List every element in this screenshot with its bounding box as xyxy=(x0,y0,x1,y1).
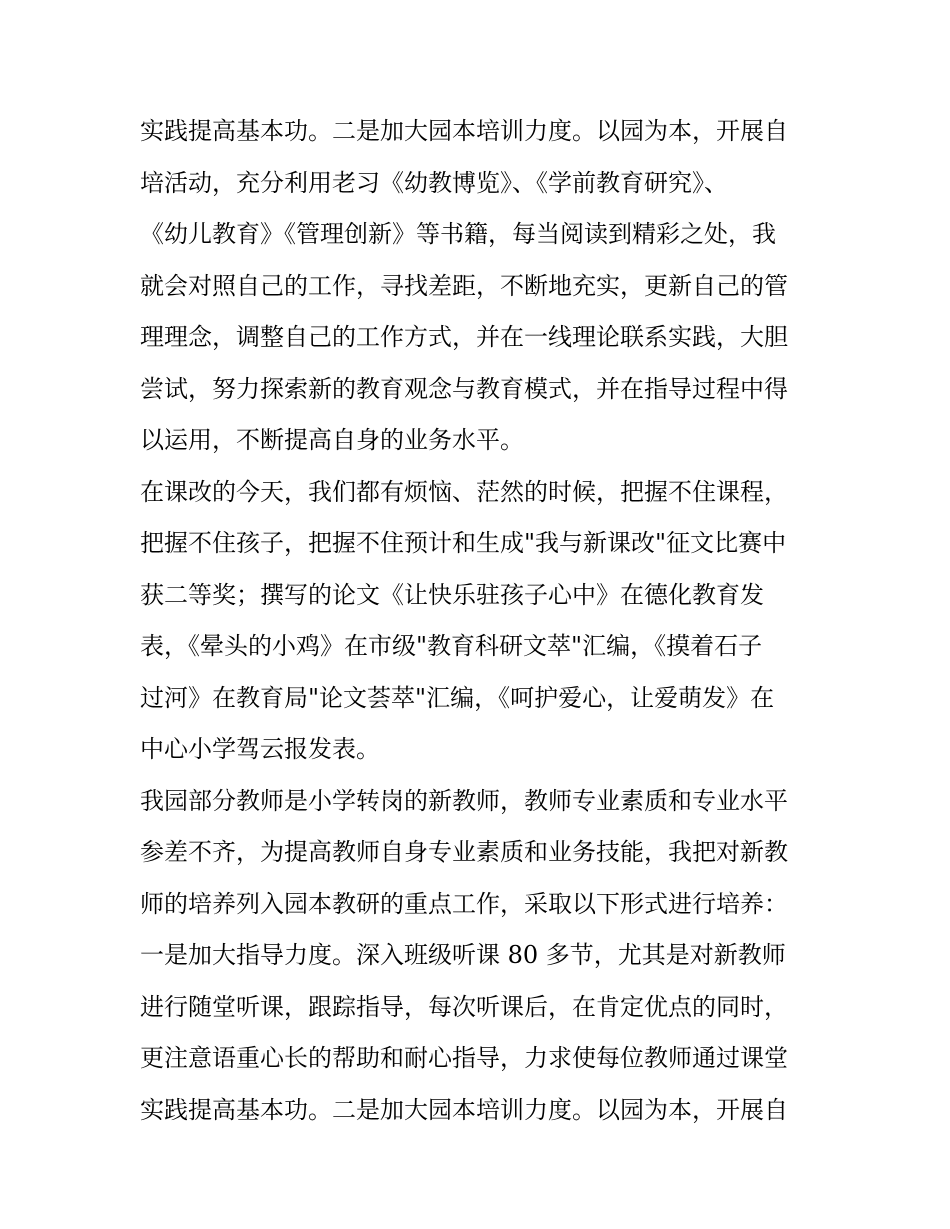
text-line: 把握不住孩子，把握不住预计和生成"我与新课改"征文比赛中 xyxy=(140,529,787,557)
text-line: 理理念，调整自己的工作方式，并在一线理论联系实践，大胆 xyxy=(140,323,788,351)
text-line: 师的培养列入园本教研的重点工作，采取以下形式进行培养： xyxy=(140,889,788,918)
text-line: 《幼儿教育》《管理创新》等书籍，每当阅读到精彩之处，我 xyxy=(140,220,776,248)
text-line: 过河》在教育局"论文荟萃"汇编，《呵护爱心，让爱萌发》在 xyxy=(140,683,775,712)
text-line: 实践提高基本功。二是加大园本培训力度。以园为本，开展自 xyxy=(140,117,788,145)
text-line: 尝试，努力探索新的教育观念与教育模式，并在指导过程中得 xyxy=(140,374,788,403)
text-line: 一是加大指导力度。深入班级听课 80 多节，尤其是对新教师 xyxy=(140,941,786,969)
text-line: 以运用，不断提高自身的业务水平。 xyxy=(140,426,524,454)
text-line: 参差不齐，为提高教师自身专业素质和业务技能，我把对新教 xyxy=(140,838,788,866)
text-line: 在课改的今天，我们都有烦恼、茫然的时候，把握不住课程， xyxy=(140,477,788,506)
text-line: 培活动，充分利用老习《幼教博览》、《学前教育研究》、 xyxy=(140,168,728,197)
text-line: 就会对照自己的工作，寻找差距，不断地充实，更新自己的管 xyxy=(140,271,788,300)
text-line: 实践提高基本功。二是加大园本培训力度。以园为本，开展自 xyxy=(140,1095,788,1124)
body-text xyxy=(140,106,820,1136)
text-line: 进行随堂听课，跟踪指导，每次听课后，在肯定优点的同时， xyxy=(140,992,788,1021)
text-line: 我园部分教师是小学转岗的新教师，教师专业素质和专业水平 xyxy=(140,786,788,815)
text-line: 更注意语重心长的帮助和耐心指导，力求使每位教师通过课堂 xyxy=(140,1044,788,1072)
text-line: 中心小学驾云报发表。 xyxy=(140,735,380,763)
text-line: 表，《晕头的小鸡》在市级"教育科研文萃"汇编，《摸着石子 xyxy=(140,632,763,660)
text-line: 获二等奖；撰写的论文《让快乐驻孩子心中》在德化教育发 xyxy=(140,580,764,609)
